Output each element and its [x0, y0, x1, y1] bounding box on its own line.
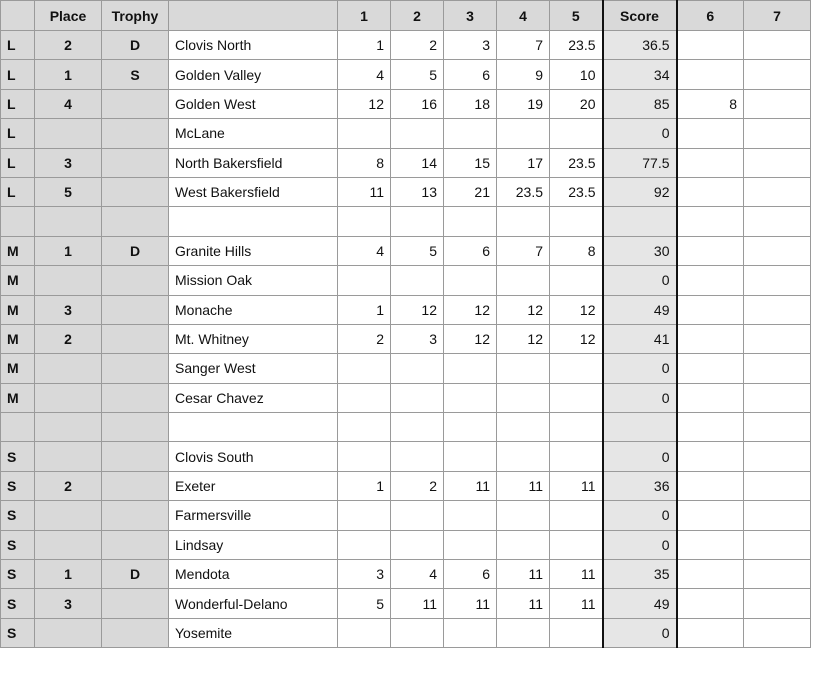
- runner-5-cell[interactable]: 12: [550, 324, 603, 353]
- runner-5-cell[interactable]: [550, 119, 603, 148]
- team-name-cell[interactable]: Cesar Chavez: [169, 383, 338, 412]
- runner-1-cell[interactable]: [338, 442, 391, 471]
- runner-7-cell[interactable]: [744, 119, 811, 148]
- table-row: [1, 60, 811, 89]
- runner-1-cell[interactable]: 5: [338, 589, 391, 618]
- place-cell[interactable]: 2: [35, 31, 102, 60]
- division-cell[interactable]: L: [1, 31, 35, 60]
- runner-1-cell[interactable]: 1: [338, 471, 391, 500]
- runner-5-cell[interactable]: 8: [550, 236, 603, 265]
- runner-5-cell[interactable]: [550, 501, 603, 530]
- score-cell[interactable]: 0: [603, 266, 677, 295]
- table-body: [1, 31, 811, 648]
- runner-2-cell[interactable]: 16: [391, 89, 444, 118]
- place-cell[interactable]: 2: [35, 471, 102, 500]
- runner-2-cell[interactable]: 2: [391, 471, 444, 500]
- place-cell[interactable]: [35, 119, 102, 148]
- runner-4-cell[interactable]: 7: [497, 31, 550, 60]
- team-name-cell[interactable]: Mission Oak: [169, 266, 338, 295]
- runner-5-cell[interactable]: [550, 266, 603, 295]
- table-row: [1, 501, 811, 530]
- division-cell[interactable]: L: [1, 148, 35, 177]
- score-cell[interactable]: 34: [603, 60, 677, 89]
- runner-3-cell[interactable]: [444, 618, 497, 647]
- division-cell[interactable]: S: [1, 530, 35, 559]
- team-name-cell[interactable]: Golden West: [169, 89, 338, 118]
- runner-4-cell[interactable]: [497, 442, 550, 471]
- runner-4-cell[interactable]: [497, 266, 550, 295]
- runner-1-cell[interactable]: [338, 413, 391, 442]
- runner-4-cell[interactable]: 11: [497, 589, 550, 618]
- header-place[interactable]: Place: [35, 1, 102, 31]
- runner-1-cell[interactable]: 2: [338, 324, 391, 353]
- runner-2-cell[interactable]: 14: [391, 148, 444, 177]
- runner-1-cell[interactable]: [338, 266, 391, 295]
- table-row: [1, 119, 811, 148]
- place-cell[interactable]: 4: [35, 89, 102, 118]
- runner-6-cell[interactable]: [677, 413, 744, 442]
- score-cell[interactable]: 41: [603, 324, 677, 353]
- runner-3-cell[interactable]: 11: [444, 589, 497, 618]
- table-row: [1, 295, 811, 324]
- runner-1-cell[interactable]: [338, 618, 391, 647]
- trophy-cell[interactable]: D: [102, 560, 169, 589]
- team-name-cell[interactable]: McLane: [169, 119, 338, 148]
- division-cell[interactable]: L: [1, 89, 35, 118]
- runner-3-cell[interactable]: 12: [444, 295, 497, 324]
- header-runner-4[interactable]: 4: [497, 1, 550, 31]
- runner-7-cell[interactable]: [744, 148, 811, 177]
- division-cell[interactable]: S: [1, 618, 35, 647]
- runner-2-cell[interactable]: 5: [391, 236, 444, 265]
- runner-3-cell[interactable]: 3: [444, 31, 497, 60]
- place-cell[interactable]: [35, 207, 102, 236]
- division-cell[interactable]: [1, 207, 35, 236]
- runner-1-cell[interactable]: 4: [338, 236, 391, 265]
- runner-2-cell[interactable]: [391, 442, 444, 471]
- runner-7-cell[interactable]: [744, 89, 811, 118]
- table-row: [1, 148, 811, 177]
- runner-4-cell[interactable]: [497, 383, 550, 412]
- runner-4-cell[interactable]: [497, 618, 550, 647]
- runner-2-cell[interactable]: [391, 413, 444, 442]
- runner-3-cell[interactable]: 21: [444, 177, 497, 206]
- runner-1-cell[interactable]: 3: [338, 560, 391, 589]
- place-cell[interactable]: [35, 618, 102, 647]
- runner-5-cell[interactable]: [550, 442, 603, 471]
- runner-6-cell[interactable]: [677, 530, 744, 559]
- trophy-cell[interactable]: [102, 177, 169, 206]
- runner-7-cell[interactable]: [744, 236, 811, 265]
- score-cell[interactable]: 0: [603, 530, 677, 559]
- score-cell[interactable]: 77.5: [603, 148, 677, 177]
- runner-1-cell[interactable]: [338, 119, 391, 148]
- team-name-cell[interactable]: [169, 207, 338, 236]
- trophy-cell[interactable]: [102, 266, 169, 295]
- runner-4-cell[interactable]: [497, 530, 550, 559]
- division-cell[interactable]: L: [1, 60, 35, 89]
- score-cell[interactable]: 0: [603, 119, 677, 148]
- runner-7-cell[interactable]: [744, 383, 811, 412]
- runner-7-cell[interactable]: [744, 471, 811, 500]
- division-cell[interactable]: M: [1, 266, 35, 295]
- runner-1-cell[interactable]: [338, 501, 391, 530]
- table-row: [1, 236, 811, 265]
- team-name-cell[interactable]: Wonderful-Delano: [169, 589, 338, 618]
- header-runner-2[interactable]: 2: [391, 1, 444, 31]
- runner-4-cell[interactable]: 7: [497, 236, 550, 265]
- place-cell[interactable]: [35, 442, 102, 471]
- runner-3-cell[interactable]: [444, 413, 497, 442]
- runner-3-cell[interactable]: [444, 442, 497, 471]
- division-cell[interactable]: M: [1, 324, 35, 353]
- division-cell[interactable]: M: [1, 383, 35, 412]
- table-row: [1, 383, 811, 412]
- header-row: [1, 1, 811, 31]
- table-row: [1, 266, 811, 295]
- runner-3-cell[interactable]: [444, 501, 497, 530]
- table-row: [1, 618, 811, 647]
- runner-2-cell[interactable]: 13: [391, 177, 444, 206]
- runner-3-cell[interactable]: [444, 119, 497, 148]
- runner-6-cell[interactable]: [677, 324, 744, 353]
- team-name-cell[interactable]: Granite Hills: [169, 236, 338, 265]
- trophy-cell[interactable]: D: [102, 31, 169, 60]
- runner-6-cell[interactable]: [677, 148, 744, 177]
- runner-4-cell[interactable]: 12: [497, 324, 550, 353]
- score-cell[interactable]: 0: [603, 354, 677, 383]
- score-cell[interactable]: 30: [603, 236, 677, 265]
- trophy-cell[interactable]: [102, 148, 169, 177]
- trophy-cell[interactable]: [102, 618, 169, 647]
- header-division[interactable]: [1, 1, 35, 31]
- runner-1-cell[interactable]: 4: [338, 60, 391, 89]
- runner-4-cell[interactable]: [497, 413, 550, 442]
- runner-1-cell[interactable]: 11: [338, 177, 391, 206]
- runner-2-cell[interactable]: 11: [391, 589, 444, 618]
- team-name-cell[interactable]: West Bakersfield: [169, 177, 338, 206]
- runner-7-cell[interactable]: [744, 324, 811, 353]
- runner-3-cell[interactable]: [444, 530, 497, 559]
- runner-3-cell[interactable]: [444, 266, 497, 295]
- place-cell[interactable]: 5: [35, 177, 102, 206]
- runner-6-cell[interactable]: [677, 236, 744, 265]
- division-cell[interactable]: S: [1, 501, 35, 530]
- runner-6-cell[interactable]: [677, 177, 744, 206]
- runner-5-cell[interactable]: [550, 618, 603, 647]
- runner-7-cell[interactable]: [744, 618, 811, 647]
- place-cell[interactable]: 3: [35, 148, 102, 177]
- division-cell[interactable]: M: [1, 295, 35, 324]
- runner-2-cell[interactable]: [391, 207, 444, 236]
- division-cell[interactable]: M: [1, 354, 35, 383]
- table-row: [1, 89, 811, 118]
- division-cell[interactable]: M: [1, 236, 35, 265]
- runner-5-cell[interactable]: 23.5: [550, 148, 603, 177]
- team-name-cell[interactable]: Yosemite: [169, 618, 338, 647]
- division-cell[interactable]: [1, 413, 35, 442]
- runner-7-cell[interactable]: [744, 589, 811, 618]
- runner-5-cell[interactable]: [550, 207, 603, 236]
- runner-5-cell[interactable]: [550, 354, 603, 383]
- runner-2-cell[interactable]: 2: [391, 31, 444, 60]
- runner-2-cell[interactable]: 3: [391, 324, 444, 353]
- runner-5-cell[interactable]: [550, 383, 603, 412]
- runner-2-cell[interactable]: [391, 501, 444, 530]
- header-score[interactable]: Score: [603, 1, 677, 31]
- team-name-cell[interactable]: Exeter: [169, 471, 338, 500]
- trophy-cell[interactable]: [102, 471, 169, 500]
- header-runner-7[interactable]: 7: [744, 1, 811, 31]
- runner-7-cell[interactable]: [744, 354, 811, 383]
- score-cell[interactable]: 35: [603, 560, 677, 589]
- score-cell[interactable]: 92: [603, 177, 677, 206]
- runner-7-cell[interactable]: [744, 31, 811, 60]
- runner-5-cell[interactable]: 11: [550, 471, 603, 500]
- trophy-cell[interactable]: [102, 295, 169, 324]
- runner-2-cell[interactable]: [391, 354, 444, 383]
- table-row: [1, 177, 811, 206]
- score-cell[interactable]: 85: [603, 89, 677, 118]
- runner-3-cell[interactable]: 15: [444, 148, 497, 177]
- runner-7-cell[interactable]: [744, 207, 811, 236]
- score-cell[interactable]: 0: [603, 618, 677, 647]
- runner-6-cell[interactable]: [677, 295, 744, 324]
- runner-1-cell[interactable]: [338, 530, 391, 559]
- runner-6-cell[interactable]: [677, 589, 744, 618]
- place-cell[interactable]: [35, 266, 102, 295]
- runner-5-cell[interactable]: 10: [550, 60, 603, 89]
- runner-6-cell[interactable]: [677, 60, 744, 89]
- score-cell[interactable]: 0: [603, 501, 677, 530]
- header-runner-1[interactable]: 1: [338, 1, 391, 31]
- runner-3-cell[interactable]: 11: [444, 471, 497, 500]
- runner-2-cell[interactable]: 4: [391, 560, 444, 589]
- header-runner-3[interactable]: 3: [444, 1, 497, 31]
- place-cell[interactable]: 3: [35, 295, 102, 324]
- trophy-cell[interactable]: [102, 89, 169, 118]
- place-cell[interactable]: 3: [35, 589, 102, 618]
- score-cell[interactable]: [603, 413, 677, 442]
- score-cell[interactable]: 49: [603, 295, 677, 324]
- team-name-cell[interactable]: Monache: [169, 295, 338, 324]
- runner-3-cell[interactable]: 12: [444, 324, 497, 353]
- runner-7-cell[interactable]: [744, 177, 811, 206]
- trophy-cell[interactable]: [102, 530, 169, 559]
- runner-7-cell[interactable]: [744, 560, 811, 589]
- place-cell[interactable]: 1: [35, 60, 102, 89]
- runner-6-cell[interactable]: [677, 442, 744, 471]
- place-cell[interactable]: [35, 530, 102, 559]
- runner-5-cell[interactable]: 23.5: [550, 177, 603, 206]
- runner-6-cell[interactable]: [677, 266, 744, 295]
- runner-4-cell[interactable]: [497, 207, 550, 236]
- runner-4-cell[interactable]: [497, 501, 550, 530]
- header-runner-5[interactable]: 5: [550, 1, 603, 31]
- trophy-cell[interactable]: [102, 207, 169, 236]
- runner-6-cell[interactable]: [677, 560, 744, 589]
- runner-7-cell[interactable]: [744, 60, 811, 89]
- table-row: [1, 471, 811, 500]
- team-name-cell[interactable]: Sanger West: [169, 354, 338, 383]
- trophy-cell[interactable]: [102, 501, 169, 530]
- runner-7-cell[interactable]: [744, 266, 811, 295]
- team-name-cell[interactable]: Clovis North: [169, 31, 338, 60]
- runner-1-cell[interactable]: 1: [338, 295, 391, 324]
- runner-4-cell[interactable]: [497, 354, 550, 383]
- place-cell[interactable]: 1: [35, 236, 102, 265]
- table-row: [1, 530, 811, 559]
- division-cell[interactable]: S: [1, 442, 35, 471]
- runner-3-cell[interactable]: [444, 207, 497, 236]
- runner-5-cell[interactable]: [550, 530, 603, 559]
- place-cell[interactable]: [35, 354, 102, 383]
- runner-7-cell[interactable]: [744, 530, 811, 559]
- table-row: [1, 324, 811, 353]
- division-cell[interactable]: L: [1, 119, 35, 148]
- table-row: [1, 560, 811, 589]
- runner-5-cell[interactable]: 12: [550, 295, 603, 324]
- runner-1-cell[interactable]: [338, 383, 391, 412]
- runner-5-cell[interactable]: 20: [550, 89, 603, 118]
- place-cell[interactable]: [35, 413, 102, 442]
- runner-7-cell[interactable]: [744, 501, 811, 530]
- place-cell[interactable]: 1: [35, 560, 102, 589]
- division-cell[interactable]: L: [1, 177, 35, 206]
- score-cell[interactable]: [603, 207, 677, 236]
- runner-6-cell[interactable]: [677, 383, 744, 412]
- runner-4-cell[interactable]: 11: [497, 560, 550, 589]
- runner-3-cell[interactable]: 6: [444, 560, 497, 589]
- runner-6-cell[interactable]: [677, 618, 744, 647]
- runner-5-cell[interactable]: [550, 413, 603, 442]
- team-name-cell[interactable]: Farmersville: [169, 501, 338, 530]
- runner-3-cell[interactable]: [444, 354, 497, 383]
- runner-7-cell[interactable]: [744, 442, 811, 471]
- runner-3-cell[interactable]: [444, 383, 497, 412]
- place-cell[interactable]: 2: [35, 324, 102, 353]
- runner-1-cell[interactable]: 8: [338, 148, 391, 177]
- table-row: [1, 442, 811, 471]
- runner-7-cell[interactable]: [744, 295, 811, 324]
- table-row: [1, 354, 811, 383]
- division-cell[interactable]: S: [1, 589, 35, 618]
- header-runner-6[interactable]: 6: [677, 1, 744, 31]
- header-trophy[interactable]: Trophy: [102, 1, 169, 31]
- trophy-cell[interactable]: S: [102, 60, 169, 89]
- runner-4-cell[interactable]: 12: [497, 295, 550, 324]
- runner-2-cell[interactable]: [391, 530, 444, 559]
- runner-3-cell[interactable]: 6: [444, 236, 497, 265]
- division-cell[interactable]: S: [1, 471, 35, 500]
- trophy-cell[interactable]: [102, 354, 169, 383]
- runner-3-cell[interactable]: 18: [444, 89, 497, 118]
- runner-6-cell[interactable]: [677, 119, 744, 148]
- team-name-cell[interactable]: Mendota: [169, 560, 338, 589]
- separator-row: [1, 207, 811, 236]
- place-cell[interactable]: [35, 383, 102, 412]
- runner-6-cell[interactable]: [677, 31, 744, 60]
- runner-6-cell[interactable]: [677, 207, 744, 236]
- score-cell[interactable]: 36: [603, 471, 677, 500]
- runner-4-cell[interactable]: 17: [497, 148, 550, 177]
- team-name-cell[interactable]: North Bakersfield: [169, 148, 338, 177]
- trophy-cell[interactable]: [102, 413, 169, 442]
- trophy-cell[interactable]: [102, 442, 169, 471]
- runner-4-cell[interactable]: 9: [497, 60, 550, 89]
- header-team[interactable]: [169, 1, 338, 31]
- runner-2-cell[interactable]: [391, 618, 444, 647]
- runner-6-cell[interactable]: [677, 354, 744, 383]
- score-cell[interactable]: 49: [603, 589, 677, 618]
- runner-1-cell[interactable]: 1: [338, 31, 391, 60]
- runner-2-cell[interactable]: [391, 119, 444, 148]
- runner-5-cell[interactable]: 23.5: [550, 31, 603, 60]
- trophy-cell[interactable]: [102, 324, 169, 353]
- table-row: [1, 31, 811, 60]
- team-name-cell[interactable]: Golden Valley: [169, 60, 338, 89]
- score-cell[interactable]: 0: [603, 442, 677, 471]
- team-name-cell[interactable]: Mt. Whitney: [169, 324, 338, 353]
- score-cell[interactable]: 36.5: [603, 31, 677, 60]
- trophy-cell[interactable]: [102, 119, 169, 148]
- runner-5-cell[interactable]: 11: [550, 560, 603, 589]
- trophy-cell[interactable]: D: [102, 236, 169, 265]
- runner-1-cell[interactable]: 12: [338, 89, 391, 118]
- score-cell[interactable]: 0: [603, 383, 677, 412]
- place-cell[interactable]: [35, 501, 102, 530]
- runner-2-cell[interactable]: 5: [391, 60, 444, 89]
- runner-4-cell[interactable]: 23.5: [497, 177, 550, 206]
- runner-4-cell[interactable]: 11: [497, 471, 550, 500]
- runner-1-cell[interactable]: [338, 207, 391, 236]
- team-name-cell[interactable]: [169, 413, 338, 442]
- division-cell[interactable]: S: [1, 560, 35, 589]
- runner-2-cell[interactable]: [391, 383, 444, 412]
- runner-6-cell[interactable]: [677, 501, 744, 530]
- team-name-cell[interactable]: Lindsay: [169, 530, 338, 559]
- team-name-cell[interactable]: Clovis South: [169, 442, 338, 471]
- trophy-cell[interactable]: [102, 383, 169, 412]
- runner-2-cell[interactable]: [391, 266, 444, 295]
- runner-3-cell[interactable]: 6: [444, 60, 497, 89]
- runner-4-cell[interactable]: 19: [497, 89, 550, 118]
- runner-2-cell[interactable]: 12: [391, 295, 444, 324]
- runner-4-cell[interactable]: [497, 119, 550, 148]
- runner-6-cell[interactable]: [677, 471, 744, 500]
- separator-row: [1, 413, 811, 442]
- runner-5-cell[interactable]: 11: [550, 589, 603, 618]
- runner-1-cell[interactable]: [338, 354, 391, 383]
- table-row: [1, 589, 811, 618]
- trophy-cell[interactable]: [102, 589, 169, 618]
- runner-7-cell[interactable]: [744, 413, 811, 442]
- runner-6-cell[interactable]: 8: [677, 89, 744, 118]
